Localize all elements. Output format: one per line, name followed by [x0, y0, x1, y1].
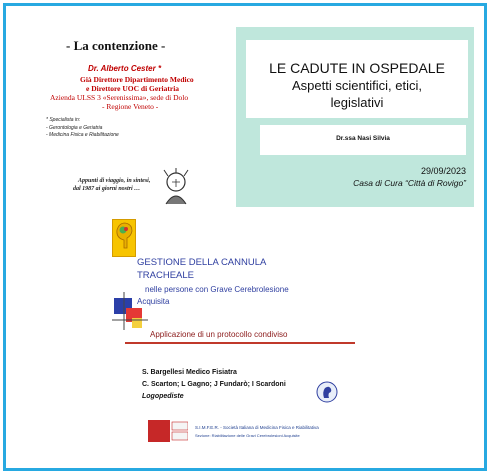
slide3-application: Applicazione di un protocollo condiviso [150, 330, 288, 339]
slide1-line: e Direttore UOC di Geriatria [86, 84, 180, 93]
head-logo-icon [112, 219, 136, 257]
slide3-title: GESTIONE DELLA CANNULA [137, 257, 267, 268]
slide1-line: - Regione Veneto - [102, 102, 159, 111]
slide2-date: 29/09/2023 [420, 166, 466, 176]
slide3-footer: S.I.M.F.E.R. - Società Italiana di Medicina Fisica e Riabilitativa [195, 425, 319, 430]
slide1-notes: dal 1987 ai giorni nostri … [73, 186, 141, 192]
slide1-line: Già Direttore Dipartimento Medico [80, 75, 194, 84]
color-blocks-icon [112, 290, 148, 332]
slide2-subtitle: legislativi [330, 95, 384, 110]
simfer-logo-icon [148, 420, 188, 442]
slide3-authors: C. Scarton; L Gagno; J Fundarò; I Scardoni [142, 381, 286, 388]
slide2-author: Dr.ssa Nasi Silvia [336, 135, 390, 142]
slide1-notes: Appunti di viaggio, in sintesi, [78, 178, 151, 184]
slide3-authors: Logopediste [142, 393, 184, 400]
slide2-title: LE CADUTE IN OSPEDALE [269, 60, 445, 76]
slide1-title: - La contenzione - [66, 38, 166, 53]
slide3-authors: S. Bargellesi Medico Fisiatra [142, 369, 237, 376]
slide3-title: TRACHEALE [137, 270, 195, 281]
divider-line [125, 342, 355, 344]
slide3-footer: Sezione: Riabilitazione delle Gravi Cerebrolesioni Acquisite [195, 433, 300, 438]
slide3-subtitle: nelle persone con Grave Cerebrolesione [145, 285, 289, 294]
slide2-place: Casa di Cura “Città di Rovigo” [353, 178, 466, 188]
slide3-subtitle: Acquisita [137, 297, 170, 306]
profile-logo-icon [316, 380, 338, 404]
slide1-specialist: - Medicina Fisica e Riabilitazione [46, 132, 119, 138]
slide1-specialist: * Specialista in: [46, 117, 81, 123]
slide1-specialist: - Gerontologia e Geriatria [46, 125, 103, 131]
slide2-subtitle: Aspetti scientifici, etici, [291, 78, 423, 93]
don-quixote-icon [158, 168, 194, 206]
slide1-author: Dr. Alberto Cester * [88, 64, 162, 73]
slide1-line: Azienda ULSS 3 «Serenissima», sede di Dolo [50, 93, 189, 102]
